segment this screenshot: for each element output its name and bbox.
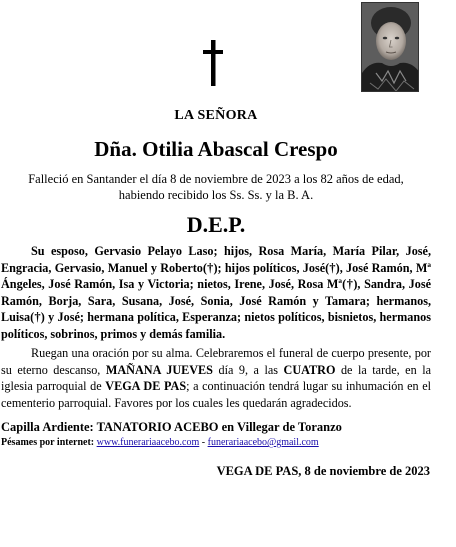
email-link[interactable]: funerariaacebo@gmail.com xyxy=(207,437,319,448)
service-text: Ruegan una oración por su alma. Celebraremos el funeral de cuerpo presente, por su eterno descanso, xyxy=(1,346,431,377)
deceased-name: Dña. Otilia Abascal Crespo xyxy=(94,137,338,161)
place-date: VEGA DE PAS, 8 de noviembre de 2023 xyxy=(216,464,430,478)
service-text: día 9, a las xyxy=(212,362,284,377)
condolences-line xyxy=(1,437,319,448)
dep-heading: D.E.P. xyxy=(186,212,246,237)
cross-icon xyxy=(203,40,223,86)
service-paragraph xyxy=(1,345,431,411)
separator: - xyxy=(199,437,208,448)
portrait-photo xyxy=(361,2,419,92)
title-prefix: LA SEÑORA xyxy=(174,108,258,123)
service-place: VEGA DE PAS xyxy=(105,379,187,393)
family-text: Su esposo, Gervasio Pelayo Laso; hijos, Rosa María, María Pilar, José, Engracia, Gervasio, Manuel y Roberto(†); hijos políticos, José(†), José Ramón, Mª Ángeles, José Ramón, Isa y Victoria; nietos, Irene, José, Rosa Mª(†), Sandra, José Ramón, Borja, Sara, Susana, José, Sonia, José Ramón y Tamara; hermanos, Luisa(†) y José; hermana política, Esperanza; nietos políticos, bisnietos, hermanos políticos, sobrinos, primos y demás familia. xyxy=(1,244,431,341)
death-notice-line: habiendo recibido los Ss. Ss. y la B. A. xyxy=(118,188,314,202)
service-day: MAÑANA JUEVES xyxy=(105,362,213,377)
death-notice xyxy=(0,171,432,203)
family-paragraph xyxy=(1,243,431,342)
condolences-label: Pésames por internet: xyxy=(1,437,95,448)
service-text: ; a continuación tendrá lugar su inhumación en el cementerio parroquial. Favores por los cuales les quedarán agradecidos. xyxy=(1,379,431,410)
service-text: de la tarde, en la iglesia parroquial de xyxy=(1,362,431,393)
website-link[interactable]: www.funerariaacebo.com xyxy=(96,437,200,448)
chapel-info: Capilla Ardiente: TANATORIO ACEBO en Villegar de Toranzo xyxy=(1,420,342,434)
death-notice-line: Falleció en Santander el día 8 de noviembre de 2023 a los 82 años de edad, xyxy=(28,172,404,186)
service-hour: CUATRO xyxy=(283,362,336,377)
